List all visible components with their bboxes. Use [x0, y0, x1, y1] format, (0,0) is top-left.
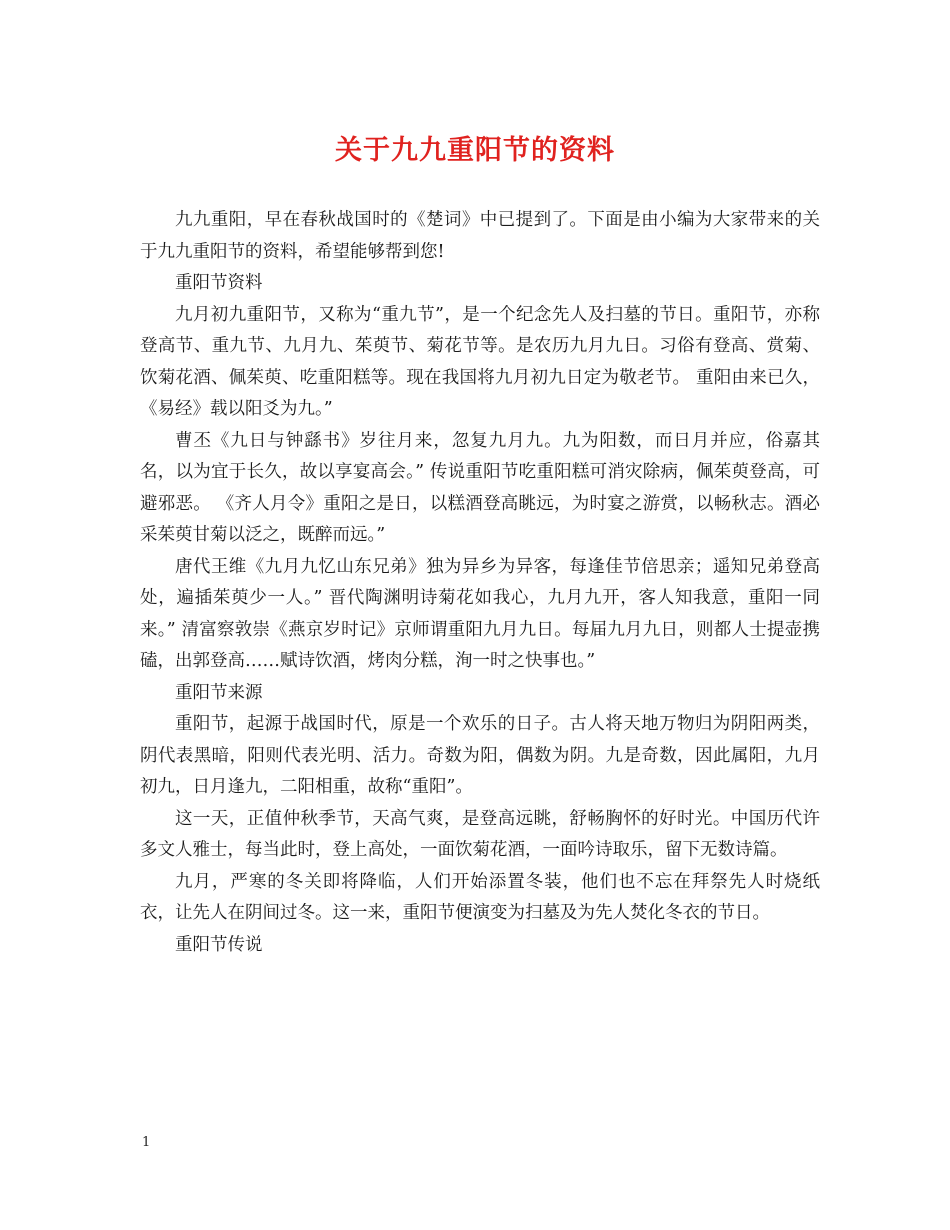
- document-body: [140, 205, 820, 961]
- paragraph: 唐代王维《九月九忆山东兄弟》独为异乡为异客，每逢佳节倍思亲；遥知兄弟登高处，遍插茱萸少一人。” 晋代陶渊明诗菊花如我心，九月九开，客人知我意，重阳一同来。” 清富察敦崇《燕京岁时记》京师谓重阳九月九日。每届九月九日，则都人士提壶携磕，出郭登高……赋诗饮酒，烤肉分糕，洵一时之快事也。”: [140, 556, 820, 671]
- paragraph-intro: 九九重阳，早在春秋战国时的《楚词》中已提到了。下面是由小编为大家带来的关于九九重阳节的资料，希望能够帮到您!: [140, 210, 820, 262]
- document-title: 关于九九重阳节的资料: [335, 135, 615, 166]
- paragraph: 九月初九重阳节，又称为“重九节”，是一个纪念先人及扫墓的节日。重阳节，亦称登高节、重九节、九月九、茱萸节、菊花节等。是农历九月九日。习俗有登高、赏菊、饮菊花酒、佩茱萸、吃重阳糕等。现在我国将九月初九日定为敬老节。 重阳由来已久，《易经》载以阳爻为九。”: [140, 304, 820, 419]
- paragraph: 重阳节，起源于战国时代，原是一个欢乐的日子。古人将天地万物归为阴阳两类，阴代表黑暗，阳则代表光明、活力。奇数为阳，偶数为阴。九是奇数，因此属阳，九月初九，日月逢九，二阳相重，故称“重阳”。: [140, 714, 820, 797]
- section-heading-origin: 重阳节来源: [175, 682, 263, 703]
- paragraph: 曹丕《九日与钟繇书》岁往月来，忽复九月九。九为阳数，而日月并应，俗嘉其名，以为宜于长久，故以享宴高会。” 传说重阳节吃重阳糕可消灾除病，佩茱萸登高，可避邪恶。 《齐人月令》重阳之是日，以糕酒登高眺远，为时宴之游赏，以畅秋志。酒必采茱萸甘菊以泛之，既醉而远。”: [140, 430, 820, 545]
- paragraph: 这一天，正值仲秋季节，天高气爽，是登高远眺，舒畅胸怀的好时光。中国历代许多文人雅士，每当此时，登上高处，一面饮菊花酒，一面吟诗取乐，留下无数诗篇。: [140, 808, 820, 860]
- page-number: 1: [142, 1135, 151, 1150]
- section-heading-resources: 重阳节资料: [175, 273, 263, 293]
- section-heading-legend: 重阳节传说: [175, 934, 263, 955]
- paragraph: 九月，严寒的冬关即将降临，人们开始添置冬装，他们也不忘在拜祭先人时烧纸衣，让先人在阴间过冬。这一来，重阳节便演变为扫墓及为先人焚化冬衣的节日。: [140, 871, 820, 923]
